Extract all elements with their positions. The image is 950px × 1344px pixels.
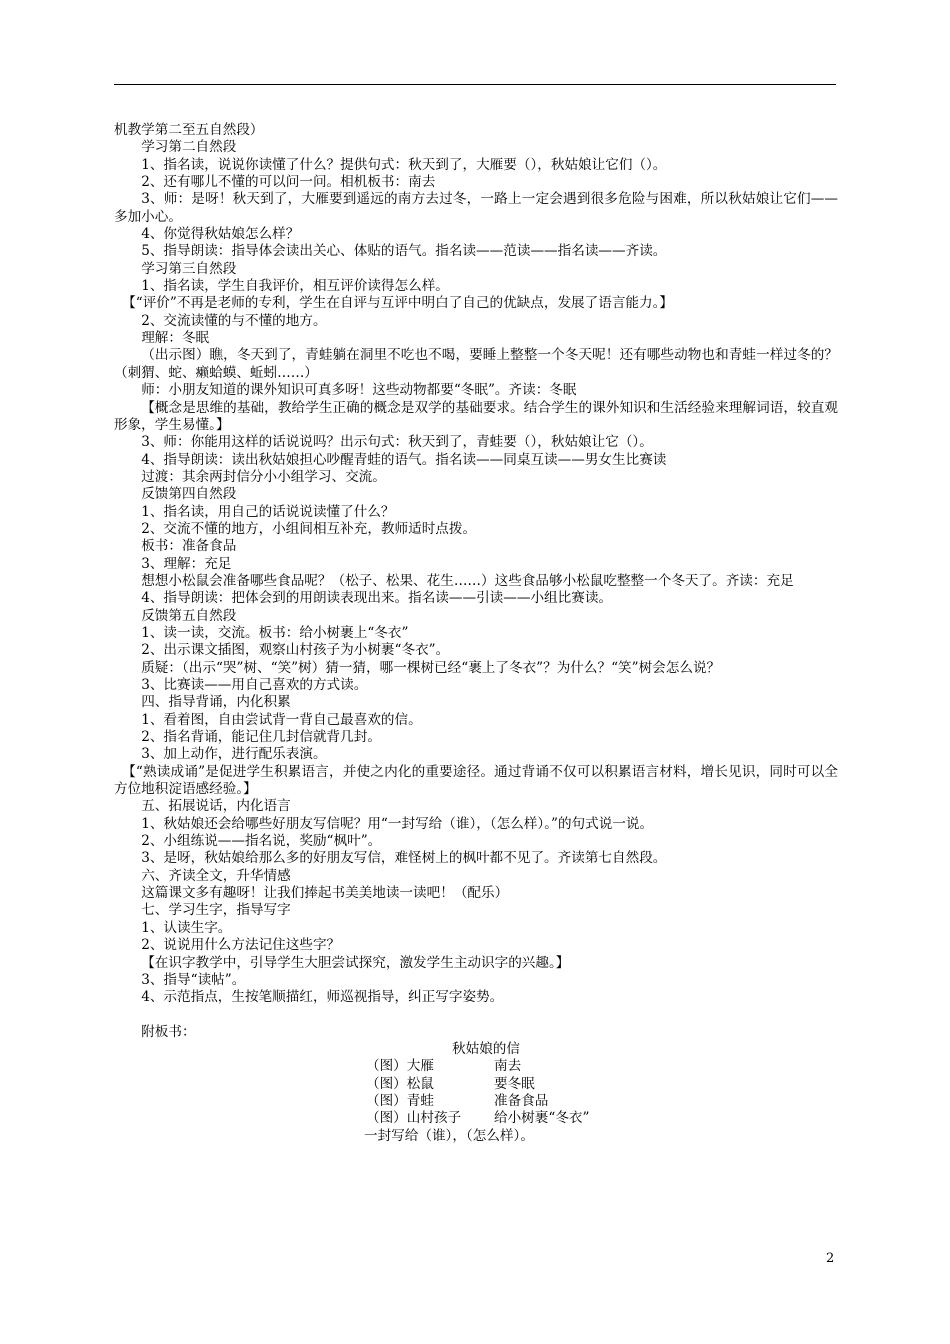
paragraph: 学习第二自然段 [141,139,237,156]
paragraph: 【“熟读成诵”是促进学生积累语言，并使之内化的重要途径。通过背诵不仅可以积累语言材料，增长见识，同时可以全方位地积淀语感经验。】 [114,763,838,798]
paragraph: 理解：冬眠 [141,330,210,347]
spacer [114,1007,838,1024]
board-row [114,1093,838,1110]
paragraph: 3、是呀，秋姑娘给那么多的好朋友写信，难怪树上的枫叶都不见了。齐读第七自然段。 [141,850,667,867]
paragraph: 1、认读生字。 [141,919,232,936]
paragraph: 3、比赛读——用自己喜欢的方式读。 [141,677,368,693]
board-row-left: （图）大雁 [366,1058,434,1075]
lesson-paragraphs [114,122,838,1007]
paragraph: 师：小朋友知道的课外知识可真多呀！这些动物都要“冬眠”。齐读：冬眠 [141,382,577,399]
board-heading: 附板书： [141,1023,196,1040]
paragraph: 过渡：其余两封信分小小组学习、交流。 [141,468,386,485]
blackboard-plan [114,1024,838,1145]
paragraph: 1、指名读，用自己的话说说读懂了什么？ [141,503,395,520]
header-rule [114,84,836,85]
paragraph: 2、说说用什么方法记住这些字？ [141,937,341,954]
paragraph: 2、指名背诵，能记住几封信就背几封。 [141,729,381,746]
paragraph: 4、你觉得秋姑娘怎么样？ [141,226,300,243]
paragraph: 4、示范指点，生按笔顺描红，师巡视指导，纠正写字姿势。 [141,989,504,1006]
paragraph: 七、学习生字，指导写字 [141,902,291,919]
paragraph: 2、还有哪儿不懂的可以问一问。相机板书：南去 [141,174,436,191]
paragraph: 1、看着图，自由尝试背一背自己最喜欢的信。 [141,711,422,728]
paragraph: 3、指导“读帖”。 [141,971,246,988]
paragraph: 3、加上动作，进行配乐表演。 [141,746,327,763]
paragraph: 想想小松鼠会准备哪些食品呢？（松子、松果、花生……）这些食品够小松鼠吃整整一个冬天了。齐读：充足 [141,572,794,589]
board-row [114,1076,838,1093]
paragraph: 六、齐读全文，升华情感 [141,867,291,884]
paragraph: 【“评价”不再是老师的专利，学生在自评与互评中明白了自己的优缺点，发展了语言能力。】 [122,295,674,312]
board-footer: 一封写给（谁），（怎么样）。 [364,1127,534,1144]
board-row-left: （图）松鼠 [366,1075,434,1092]
board-row-right: 准备食品 [494,1092,549,1109]
paragraph: 【在识字教学中，引导学生大胆尝试探究，激发学生主动识字的兴趣。】 [141,954,570,971]
document-body [114,122,838,1145]
paragraph: 3、理解：充足 [141,555,232,572]
paragraph: 3、师：是呀！秋天到了，大雁要到遥远的南方去过冬，一路上一定会遇到很多危险与困难，所以秋姑娘让它们——多加小心。 [114,191,838,225]
paragraph: 2、出示课文插图，观察山村孩子为小树裹“冬衣”。 [141,642,450,659]
paragraph: 反馈第四自然段 [141,486,237,503]
paragraph: 机教学第二至五自然段） [114,122,264,138]
paragraph: 2、交流读懂的与不懂的地方。 [141,312,327,329]
board-row-left: （图）青蛙 [366,1092,434,1109]
paragraph: 2、交流不懂的地方，小组间相互补充，教师适时点拨。 [141,520,477,537]
page-number: 2 [826,1251,835,1266]
paragraph: 1、秋姑娘还会给哪些好朋友写信呢？用“一封写给（谁），（怎么样）。”的句式说一说。 [141,815,654,832]
paragraph: 质疑：（出示“哭”树、“笑”树）猜一猜，哪一棵树已经“裹上了冬衣”？为什么？“笑”树会怎么说？ [141,659,721,676]
paragraph: 反馈第五自然段 [141,607,237,624]
paragraph: 2、小组练说——指名说，奖励“枫叶”。 [141,833,382,850]
paragraph: 五、拓展说话，内化语言 [141,798,291,815]
paragraph: 3、师：你能用这样的话说说吗？出示句式：秋天到了，青蛙要（），秋姑娘让它（）。 [141,434,653,451]
paragraph: 板书：准备食品 [141,538,237,555]
paragraph: 四、指导背诵，内化积累 [141,694,291,711]
paragraph: 1、指名读，说说你读懂了什么？提供句式：秋天到了，大雁要（），秋姑娘让它们（）。 [141,156,667,173]
board-row [114,1110,838,1127]
board-title: 秋姑娘的信 [452,1040,520,1057]
paragraph: （出示图）瞧，冬天到了，青蛙躺在洞里不吃也不喝，要睡上整整一个冬天呢！还有哪些动物也和青蛙一样过冬的？（刺猬、蛇、癞蛤蟆、蚯蚓……） [114,347,838,381]
paragraph: 4、指导朗读：读出秋姑娘担心吵醒青蛙的语气。指名读——同桌互读——男女生比赛读 [141,451,667,468]
paragraph: 这篇课文多有趣呀！让我们捧起书美美地读一读吧！（配乐） [141,885,509,902]
paragraph: 1、指名读，学生自我评价，相互评价读得怎么样。 [141,278,449,295]
board-row-right: 要冬眠 [494,1075,535,1092]
paragraph: 4、指导朗读：把体会到的用朗读表现出来。指名读——引读——小组比赛读。 [141,590,613,607]
board-row-right: 给小树裹“冬衣” [494,1110,590,1127]
paragraph: 1、读一读，交流。板书：给小树裹上“冬衣” [141,624,409,641]
board-row [114,1058,838,1075]
paragraph: 【概念是思维的基础，教给学生正确的概念是双学的基础要求。结合学生的课外知识和生活经验来理解词语，较直观形象，学生易懂。】 [114,399,838,433]
board-row-right: 南去 [494,1058,522,1075]
paragraph: 学习第三自然段 [141,260,237,277]
paragraph: 5、指导朗读：指导体会读出关心、体贴的语气。指名读——范读——指名读——齐读。 [141,243,667,260]
board-row-left: （图）山村孩子 [366,1110,462,1127]
